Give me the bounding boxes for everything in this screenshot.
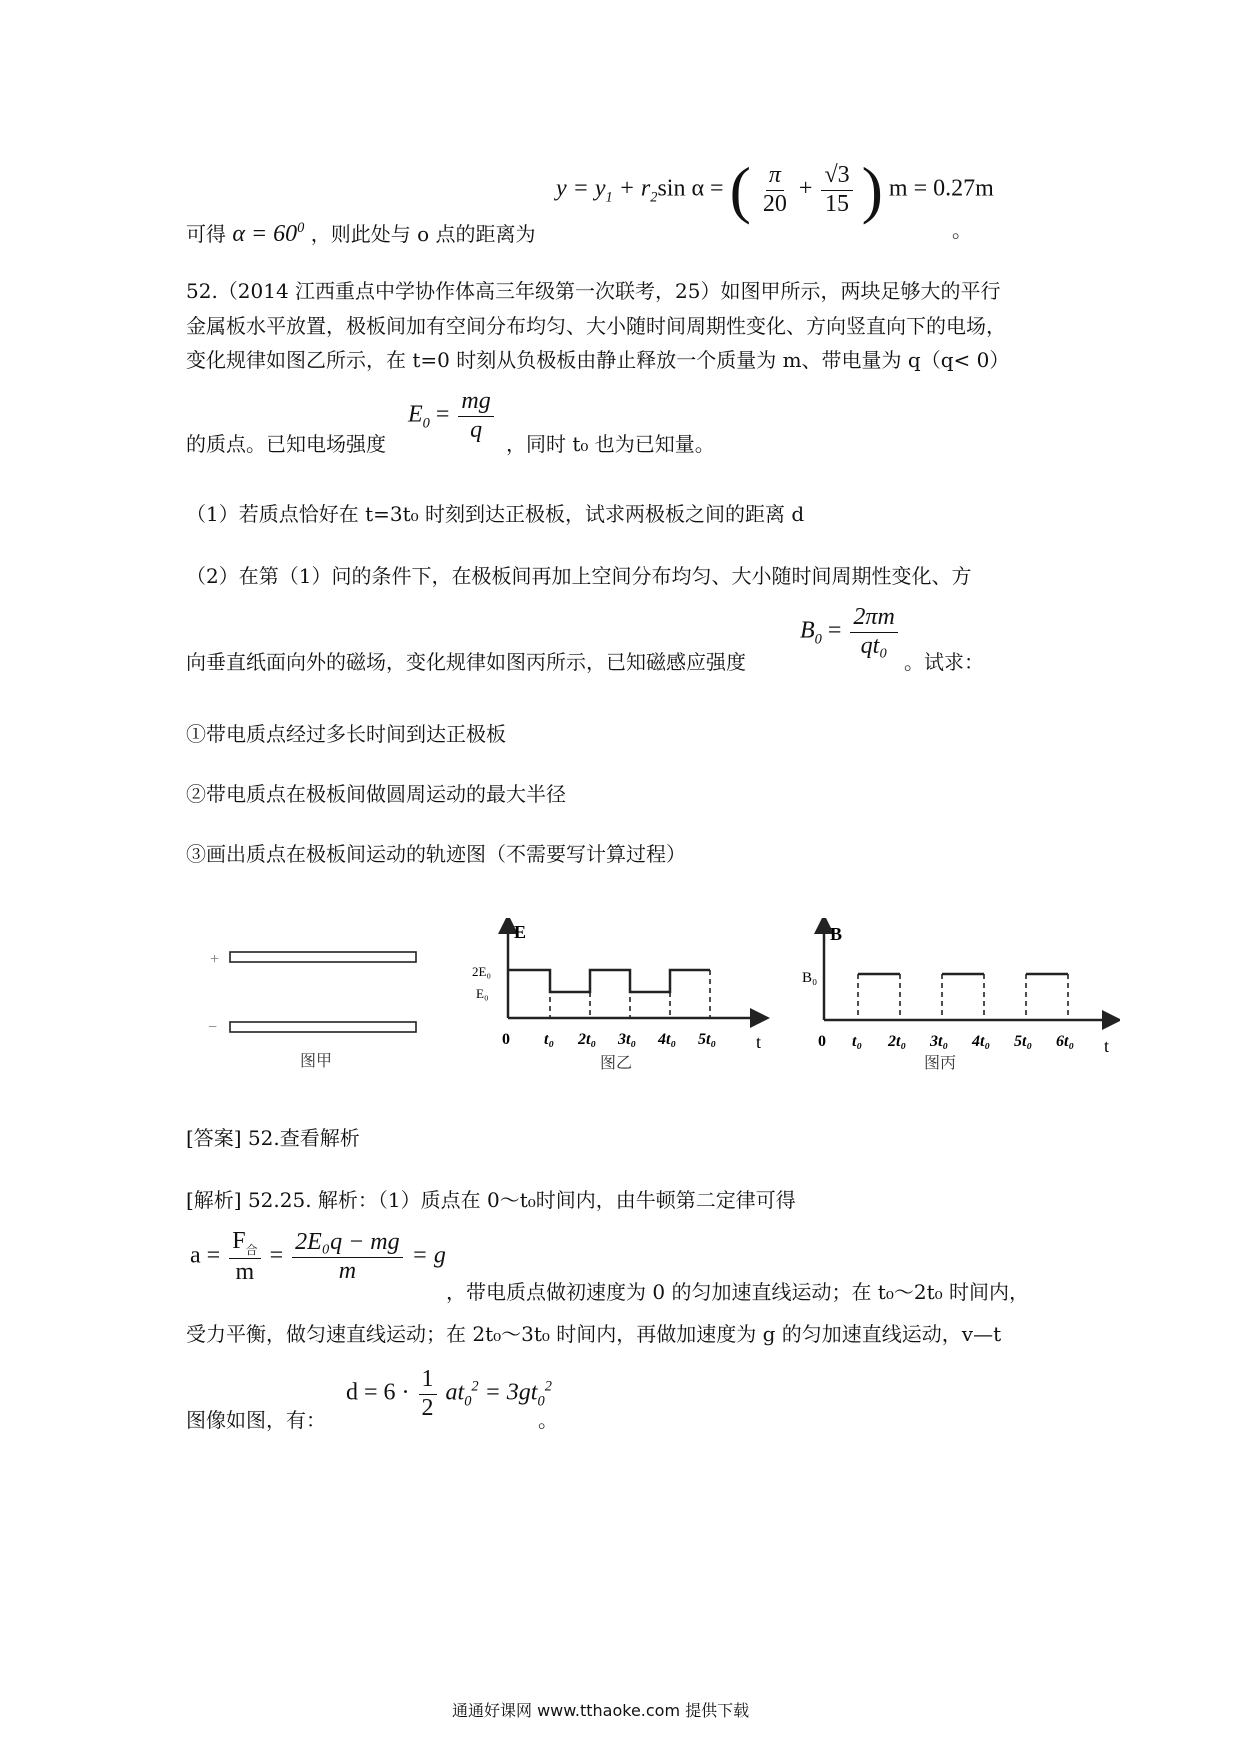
yi-xtick-2t0: 2t₀: [578, 1031, 597, 1048]
positive-plate: [230, 952, 416, 962]
alpha-equation: $\alpha = 60^0$: [232, 220, 305, 247]
bing-xtick-2t0: 2t₀: [888, 1033, 907, 1050]
bing-xtick-0: 0: [818, 1033, 826, 1050]
plus-sign: +: [210, 951, 220, 968]
problem-line-1: 52.（2014 江西重点中学协作体高三年级第一次联考，25）如图甲所示，两块足够大的平行: [186, 279, 1001, 303]
bing-ylabel: B: [830, 924, 843, 944]
figure-bing-caption: 图丙: [924, 1055, 957, 1072]
bing-xtick-4t0: 4t₀: [972, 1033, 991, 1050]
solution-line-1: [解析] 52.25. 解析：（1）质点在 0～t₀时间内，由牛顿第二定律可得: [186, 1188, 796, 1212]
bing-dashed-lines: [858, 974, 1068, 1020]
figure-jia-caption: 图甲: [300, 1053, 333, 1070]
problem-line-4: 的质点。已知电场强度: [186, 432, 386, 456]
solution-line-4: 图像如图，有：: [186, 1408, 326, 1432]
solution-line-4-end: 。: [538, 1408, 558, 1432]
subquestion-2: ②带电质点在极板间做圆周运动的最大半径: [186, 782, 566, 806]
bing-ytick-b0: B₀: [802, 970, 818, 986]
intro-prefix: 可得: [186, 222, 226, 246]
yi-ytick-e0: E₀: [476, 986, 489, 1001]
yi-xtick-3t0: 3t₀: [618, 1031, 637, 1048]
answer-line: [答案] 52.查看解析: [186, 1126, 360, 1150]
yi-waveform: [508, 970, 710, 992]
question-2-line-2: 向垂直纸面向外的磁场，变化规律如图丙所示，已知磁感应强度: [186, 650, 746, 674]
solution-line-2: ，带电质点做初速度为 0 的匀加速直线运动；在 t₀～2t₀ 时间内，: [446, 1280, 1029, 1304]
footer-text: 通通好课网 www.tthaoke.com 提供下载: [452, 1701, 750, 1720]
minus-sign: −: [208, 1019, 218, 1036]
solution-line-3: 受力平衡，做匀速直线运动；在 2t₀～3t₀ 时间内，再做加速度为 g 的匀加速直线运动，v—t: [186, 1322, 1002, 1346]
figure-jia: [196, 940, 436, 1080]
yi-xtick-0: 0: [502, 1031, 510, 1048]
intro-mid-text: ，则此处与 o 点的距离为: [310, 222, 536, 246]
bing-xtick-6t0: 6t₀: [1056, 1033, 1075, 1050]
yi-xtick-4t0: 4t₀: [658, 1031, 677, 1048]
question-1: （1）若质点恰好在 t=3t₀ 时刻到达正极板，试求两极板之间的距离 d: [186, 502, 805, 526]
problem-line-4-suffix: ，同时 t₀ 也为已知量。: [506, 432, 715, 456]
subquestion-3: ③画出质点在极板间运动的轨迹图（不需要写计算过程）: [186, 842, 686, 866]
bing-xtick-3t0: 3t₀: [930, 1033, 949, 1050]
problem-line-2: 金属板水平放置，极板间加有空间分布均匀、大小随时间周期性变化、方向竖直向下的电场，: [186, 314, 1006, 338]
figure-yi: [470, 918, 770, 1078]
bing-xtick-t0: t₀: [852, 1033, 863, 1050]
question-2-line-1: （2）在第（1）问的条件下，在极板间再加上空间分布均匀、大小随时间周期性变化、方: [186, 564, 972, 588]
yi-ylabel: E: [514, 922, 527, 942]
yi-ytick-2e0: 2E₀: [472, 964, 491, 979]
yi-xtick-t0: t₀: [544, 1031, 555, 1048]
problem-line-3: 变化规律如图乙所示，在 t=0 时刻从负极板由静止释放一个质量为 m、带电量为 q（q< 0）: [186, 348, 1010, 372]
yi-xtick-5t0: 5t₀: [698, 1031, 717, 1048]
e0-equation: $E_0$ = $\frac{mg}{q}$: [408, 388, 497, 444]
distance-equation: d = 6 · $\frac{1}{2}$ $at_0^2 = 3gt_0^2$: [346, 1366, 552, 1421]
yi-xlabel: t: [756, 1032, 762, 1052]
intro-end: 。: [952, 218, 972, 242]
b0-equation: $B_0$ = $\frac{2\pi m}{\text{qt₀}}$: [800, 604, 901, 660]
figure-yi-caption: 图乙: [600, 1055, 633, 1072]
negative-plate: [230, 1022, 416, 1032]
bing-xtick-5t0: 5t₀: [1014, 1033, 1033, 1050]
acceleration-equation: a = $\frac{F_合}{m}$ = $\frac{\text{2E₀q − mg}}{m}$ = g: [190, 1228, 446, 1285]
subquestion-1: ①带电质点经过多长时间到达正极板: [186, 722, 506, 746]
y-equation: $y = y_1 + r_2\sin$ α = ( $\frac{\pi}{20}$ + $\frac{√3}{15}$ ) m = 0.27m: [556, 154, 994, 225]
bing-xlabel: t: [1104, 1036, 1110, 1056]
question-2-line-2-suffix: 。试求：: [904, 650, 984, 674]
figure-bing: [800, 918, 1120, 1078]
intro-line: [186, 212, 535, 251]
